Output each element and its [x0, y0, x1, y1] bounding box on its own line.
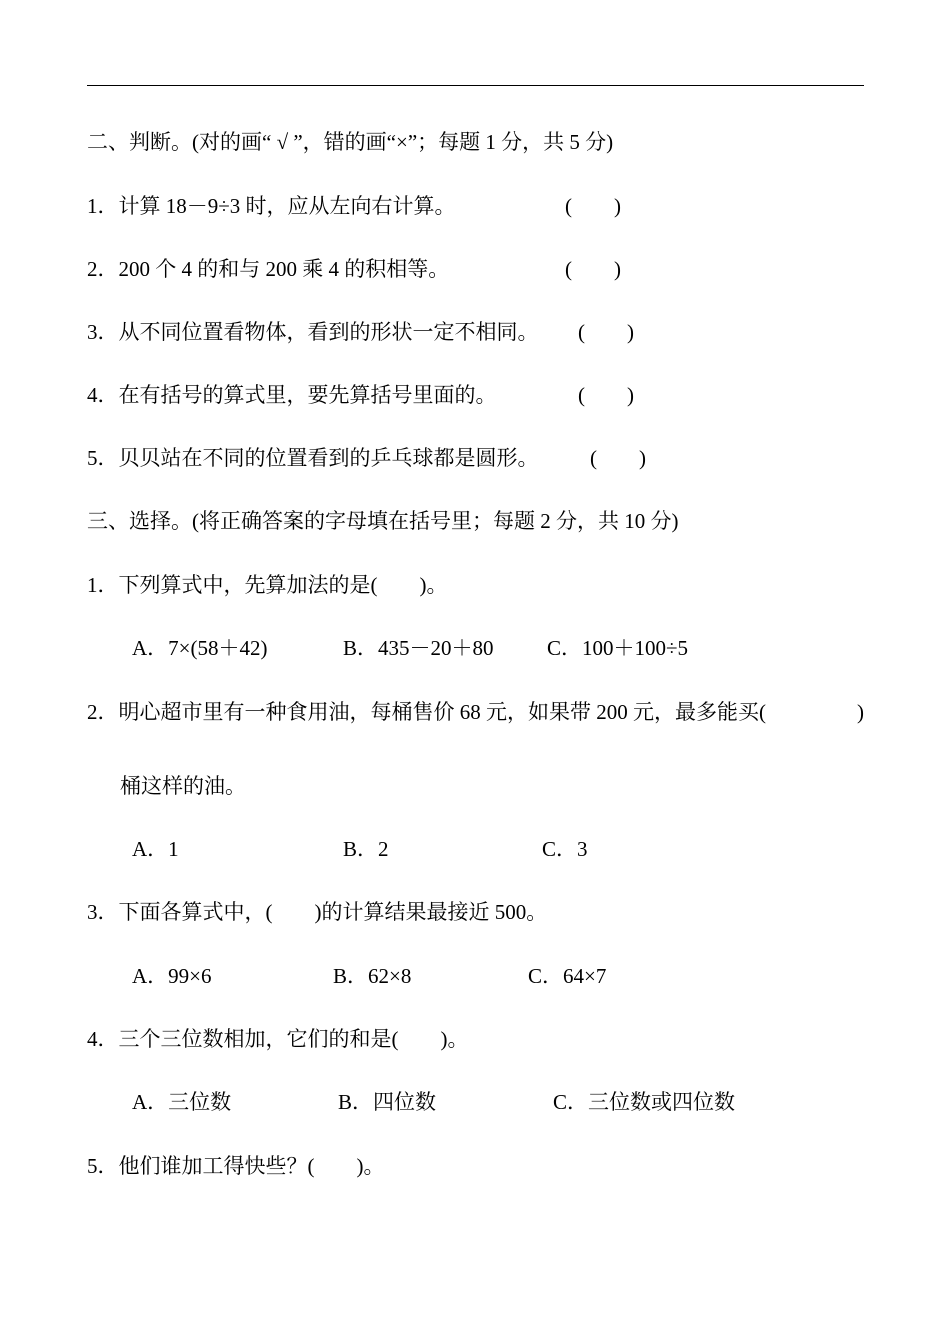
judge-item-4: 4．在有括号的算式里，要先算括号里面的。: [87, 383, 497, 407]
q1-option-b[interactable]: B．435－20＋80: [343, 636, 494, 660]
q2-option-a[interactable]: A．1: [132, 837, 179, 861]
q3-option-c[interactable]: C．64×7: [528, 964, 607, 988]
choice-question-2-continued: 桶这样的油。: [120, 774, 246, 798]
judge-answer-blank-3[interactable]: ( ): [578, 320, 634, 344]
section3-heading: 三、选择。(将正确答案的字母填在括号里；每题 2 分，共 10 分): [87, 509, 679, 533]
choice-question-1: 1．下列算式中，先算加法的是( )。: [87, 573, 448, 597]
choice-question-5: 5．他们谁加工得快些？( )。: [87, 1154, 385, 1178]
judge-answer-blank-5[interactable]: ( ): [590, 446, 646, 470]
q1-option-a[interactable]: A．7×(58＋42): [132, 636, 268, 660]
judge-item-2: 2．200 个 4 的和与 200 乘 4 的积相等。: [87, 257, 450, 281]
q4-option-a[interactable]: A．三位数: [132, 1090, 232, 1114]
q4-option-c[interactable]: C．三位数或四位数: [553, 1090, 736, 1114]
judge-answer-blank-4[interactable]: ( ): [578, 383, 634, 407]
choice-question-2: 2．明心超市里有一种食用油，每桶售价 68 元，如果带 200 元，最多能买(: [87, 700, 766, 724]
choice-question-3: 3．下面各算式中，( )的计算结果最接近 500。: [87, 900, 548, 924]
judge-answer-blank-2[interactable]: ( ): [565, 257, 621, 281]
q4-option-b[interactable]: B．四位数: [338, 1090, 437, 1114]
q3-option-b[interactable]: B．62×8: [333, 964, 412, 988]
q2-option-c[interactable]: C．3: [542, 837, 588, 861]
q3-option-a[interactable]: A．99×6: [132, 964, 212, 988]
judge-item-1: 1．计算 18－9÷3 时，应从左向右计算。: [87, 194, 456, 218]
judge-answer-blank-1[interactable]: ( ): [565, 194, 621, 218]
q2-blank-close: ): [857, 700, 864, 724]
judge-item-3: 3．从不同位置看物体，看到的形状一定不相同。: [87, 320, 539, 344]
judge-item-5: 5．贝贝站在不同的位置看到的乒乓球都是圆形。: [87, 446, 539, 470]
q1-option-c[interactable]: C．100＋100÷5: [547, 636, 689, 660]
choice-question-4: 4．三个三位数相加，它们的和是( )。: [87, 1027, 469, 1051]
header-rule: [87, 85, 864, 86]
section2-heading: 二、判断。(对的画“ √ ”，错的画“×”；每题 1 分，共 5 分): [87, 130, 614, 154]
q2-option-b[interactable]: B．2: [343, 837, 389, 861]
